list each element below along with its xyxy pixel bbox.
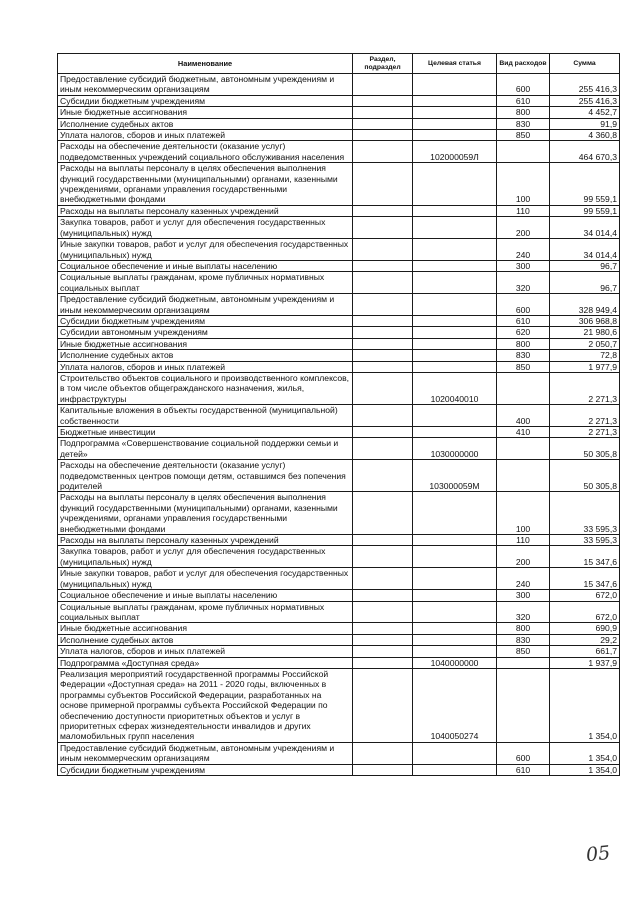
cell-type: 850 [497,130,550,141]
table-row [58,315,620,326]
table-row [58,118,620,129]
cell-sum: 15 347,6 [550,546,620,568]
cell-type: 830 [497,634,550,645]
table-row [58,163,620,206]
table-row [58,260,620,271]
cell-type: 620 [497,327,550,338]
cell-sum: 2 271,3 [550,372,620,404]
table-row [58,634,620,645]
table-header-row [58,54,620,74]
cell-sum: 99 559,1 [550,163,620,206]
table-row [58,272,620,294]
cell-section [353,568,413,590]
cell-article [413,260,497,271]
cell-name: Подпрограмма «Доступная среда» [58,657,353,668]
cell-type: 800 [497,338,550,349]
cell-name: Субсидии автономным учреждениям [58,327,353,338]
cell-section [353,163,413,206]
cell-section [353,634,413,645]
header-name: Наименование [58,54,353,74]
cell-article [413,350,497,361]
cell-type [497,438,550,460]
cell-type: 830 [497,118,550,129]
table-row [58,427,620,438]
cell-article [413,764,497,775]
cell-name: Социальные выплаты гражданам, кроме публичных нормативных социальных выплат [58,272,353,294]
cell-type: 800 [497,623,550,634]
cell-article [413,546,497,568]
cell-sum: 96,7 [550,272,620,294]
cell-sum: 29,2 [550,634,620,645]
header-type: Вид расходов [497,54,550,74]
cell-article [413,405,497,427]
table-row [58,205,620,216]
table-row [58,217,620,239]
cell-type: 320 [497,272,550,294]
cell-type: 800 [497,107,550,118]
cell-name: Закупка товаров, работ и услуг для обеспечения государственных (муниципальных) нужд [58,546,353,568]
cell-type: 850 [497,646,550,657]
cell-article [413,272,497,294]
cell-article [413,634,497,645]
cell-sum: 690,9 [550,623,620,634]
cell-section [353,327,413,338]
cell-type: 300 [497,260,550,271]
cell-article [413,315,497,326]
cell-section [353,260,413,271]
cell-type [497,668,550,742]
table-row [58,492,620,535]
cell-type: 240 [497,568,550,590]
cell-name: Уплата налогов, сборов и иных платежей [58,361,353,372]
cell-name: Субсидии бюджетным учреждениям [58,315,353,326]
cell-section [353,239,413,261]
cell-name: Подпрограмма «Совершенствование социальной поддержки семьи и детей» [58,438,353,460]
cell-section [353,668,413,742]
cell-name: Субсидии бюджетным учреждениям [58,764,353,775]
cell-section [353,361,413,372]
cell-name: Социальное обеспечение и иные выплаты населению [58,260,353,271]
cell-type: 110 [497,205,550,216]
cell-name: Расходы на выплаты персоналу в целях обеспечения выполнения функций государственными (муниципальными) органами, казенными учреждениями, органами управления государственными внебюджетными фондами [58,163,353,206]
table-row [58,535,620,546]
table-row [58,623,620,634]
cell-section [353,217,413,239]
cell-article [413,327,497,338]
cell-section [353,294,413,316]
cell-article: 1040000000 [413,657,497,668]
cell-section [353,338,413,349]
cell-sum: 96,7 [550,260,620,271]
cell-article: 1040050274 [413,668,497,742]
cell-sum: 1 354,0 [550,668,620,742]
cell-sum: 15 347,6 [550,568,620,590]
table-row [58,327,620,338]
cell-name: Субсидии бюджетным учреждениям [58,95,353,106]
cell-type: 200 [497,546,550,568]
cell-article [413,118,497,129]
cell-sum: 34 014,4 [550,239,620,261]
cell-type: 610 [497,95,550,106]
table-row [58,361,620,372]
cell-type: 100 [497,163,550,206]
cell-section [353,535,413,546]
cell-section [353,601,413,623]
cell-sum: 464 670,3 [550,141,620,163]
cell-sum: 33 595,3 [550,535,620,546]
cell-section [353,372,413,404]
cell-type: 110 [497,535,550,546]
cell-section [353,623,413,634]
header-sum: Сумма [550,54,620,74]
cell-name: Реализация мероприятий государственной программы Российской Федерации «Доступная среда» на 2011 - 2020 годы, включенных в программы субъектов Российской Федерации, разработанных на основе примерной программы субъекта Российской Федерации по обеспечению доступности приоритетных объектов и услуг в приоритетных сферах жизнедеятельности инвалидов и других маломобильных групп населения [58,668,353,742]
cell-article [413,535,497,546]
table-row [58,657,620,668]
cell-sum: 21 980,6 [550,327,620,338]
cell-article [413,590,497,601]
cell-article: 102000059Л [413,141,497,163]
cell-sum: 99 559,1 [550,205,620,216]
cell-article: 103000059М [413,460,497,492]
cell-name: Расходы на выплаты персоналу в целях обеспечения выполнения функций государственными (муниципальными) органами, казенными учреждениями, органами управления государственными внебюджетными фондами [58,492,353,535]
cell-sum: 255 416,3 [550,95,620,106]
table-row [58,590,620,601]
table-body [58,74,620,776]
table-row [58,742,620,764]
cell-name: Уплата налогов, сборов и иных платежей [58,130,353,141]
cell-section [353,460,413,492]
cell-article [413,163,497,206]
cell-name: Исполнение судебных актов [58,118,353,129]
cell-article: 1030000000 [413,438,497,460]
cell-type: 610 [497,764,550,775]
cell-article [413,623,497,634]
cell-article [413,361,497,372]
cell-article [413,217,497,239]
cell-sum: 328 949,4 [550,294,620,316]
cell-name: Исполнение судебных актов [58,350,353,361]
cell-article [413,294,497,316]
cell-sum: 255 416,3 [550,74,620,96]
cell-name: Исполнение судебных актов [58,634,353,645]
handwritten-page-number: 05 [584,841,612,867]
cell-section [353,74,413,96]
cell-section [353,427,413,438]
table-row [58,74,620,96]
cell-type [497,141,550,163]
table-row [58,546,620,568]
cell-section [353,205,413,216]
cell-name: Предоставление субсидий бюджетным, автономным учреждениям и иным некоммерческим организациям [58,742,353,764]
cell-name: Расходы на выплаты персоналу казенных учреждений [58,535,353,546]
cell-section [353,130,413,141]
cell-sum: 2 271,3 [550,427,620,438]
cell-name: Иные закупки товаров, работ и услуг для обеспечения государственных (муниципальных) нужд [58,568,353,590]
cell-section [353,107,413,118]
table-row [58,668,620,742]
cell-type: 600 [497,74,550,96]
cell-section [353,492,413,535]
cell-article [413,239,497,261]
cell-article [413,95,497,106]
cell-type: 830 [497,350,550,361]
cell-name: Иные бюджетные ассигнования [58,623,353,634]
table-row [58,601,620,623]
cell-sum: 672,0 [550,601,620,623]
table-row [58,130,620,141]
cell-name: Иные бюджетные ассигнования [58,338,353,349]
cell-sum: 4 360,8 [550,130,620,141]
cell-article [413,107,497,118]
cell-section [353,764,413,775]
cell-section [353,350,413,361]
cell-section [353,118,413,129]
cell-type: 320 [497,601,550,623]
cell-section [353,272,413,294]
cell-section [353,657,413,668]
cell-section [353,590,413,601]
cell-article [413,742,497,764]
cell-type: 200 [497,217,550,239]
cell-name: Расходы на выплаты персоналу казенных учреждений [58,205,353,216]
cell-type: 600 [497,742,550,764]
cell-article [413,427,497,438]
cell-article [413,338,497,349]
cell-name: Уплата налогов, сборов и иных платежей [58,646,353,657]
cell-article [413,646,497,657]
cell-section [353,405,413,427]
cell-type: 300 [497,590,550,601]
cell-name: Расходы на обеспечение деятельности (оказание услуг) подведомственных учреждений социального обслуживания населения [58,141,353,163]
table-row [58,764,620,775]
cell-sum: 2 050,7 [550,338,620,349]
cell-sum: 50 305,8 [550,438,620,460]
cell-type: 100 [497,492,550,535]
cell-name: Социальные выплаты гражданам, кроме публичных нормативных социальных выплат [58,601,353,623]
cell-type [497,657,550,668]
cell-sum: 72,8 [550,350,620,361]
table-row [58,438,620,460]
cell-article [413,601,497,623]
cell-name: Бюджетные инвестиции [58,427,353,438]
cell-article [413,205,497,216]
budget-table [57,53,620,776]
cell-sum: 34 014,4 [550,217,620,239]
cell-sum: 672,0 [550,590,620,601]
cell-type: 600 [497,294,550,316]
cell-section [353,315,413,326]
table-row [58,141,620,163]
cell-name: Предоставление субсидий бюджетным, автономным учреждениям и иным некоммерческим организациям [58,294,353,316]
table-row [58,568,620,590]
cell-type: 610 [497,315,550,326]
cell-sum: 1 354,0 [550,764,620,775]
cell-name: Социальное обеспечение и иные выплаты населению [58,590,353,601]
cell-section [353,141,413,163]
table-row [58,405,620,427]
cell-sum: 1 937,9 [550,657,620,668]
table-row [58,107,620,118]
cell-sum: 4 452,7 [550,107,620,118]
header-article: Целевая статья [413,54,497,74]
cell-name: Закупка товаров, работ и услуг для обеспечения государственных (муниципальных) нужд [58,217,353,239]
table-row [58,460,620,492]
cell-name: Иные бюджетные ассигнования [58,107,353,118]
cell-name: Строительство объектов социального и производственного комплексов, в том числе объектов общегражданского назначения, жилья, инфраструктуры [58,372,353,404]
cell-name: Предоставление субсидий бюджетным, автономным учреждениям и иным некоммерческим организациям [58,74,353,96]
cell-sum: 33 595,3 [550,492,620,535]
cell-name: Расходы на обеспечение деятельности (оказание услуг) подведомственных центров помощи детям, оставшимся без попечения родителей [58,460,353,492]
cell-sum: 1 354,0 [550,742,620,764]
cell-section [353,438,413,460]
cell-article [413,130,497,141]
cell-type: 240 [497,239,550,261]
table-row [58,338,620,349]
cell-article [413,568,497,590]
table-row [58,350,620,361]
cell-section [353,742,413,764]
cell-section [353,646,413,657]
header-section: Раздел, подраздел [353,54,413,74]
cell-name: Иные закупки товаров, работ и услуг для обеспечения государственных (муниципальных) нужд [58,239,353,261]
table-row [58,372,620,404]
table-row [58,95,620,106]
cell-sum: 2 271,3 [550,405,620,427]
cell-sum: 50 305,8 [550,460,620,492]
cell-section [353,95,413,106]
table-row [58,239,620,261]
cell-section [353,546,413,568]
cell-article [413,492,497,535]
cell-name: Капитальные вложения в объекты государственной (муниципальной) собственности [58,405,353,427]
cell-sum: 1 977,9 [550,361,620,372]
cell-sum: 661,7 [550,646,620,657]
cell-type [497,372,550,404]
cell-article [413,74,497,96]
cell-type [497,460,550,492]
cell-sum: 91,9 [550,118,620,129]
table-row [58,646,620,657]
cell-type: 400 [497,405,550,427]
cell-sum: 306 968,8 [550,315,620,326]
table-row [58,294,620,316]
cell-article: 1020040010 [413,372,497,404]
cell-type: 410 [497,427,550,438]
cell-type: 850 [497,361,550,372]
